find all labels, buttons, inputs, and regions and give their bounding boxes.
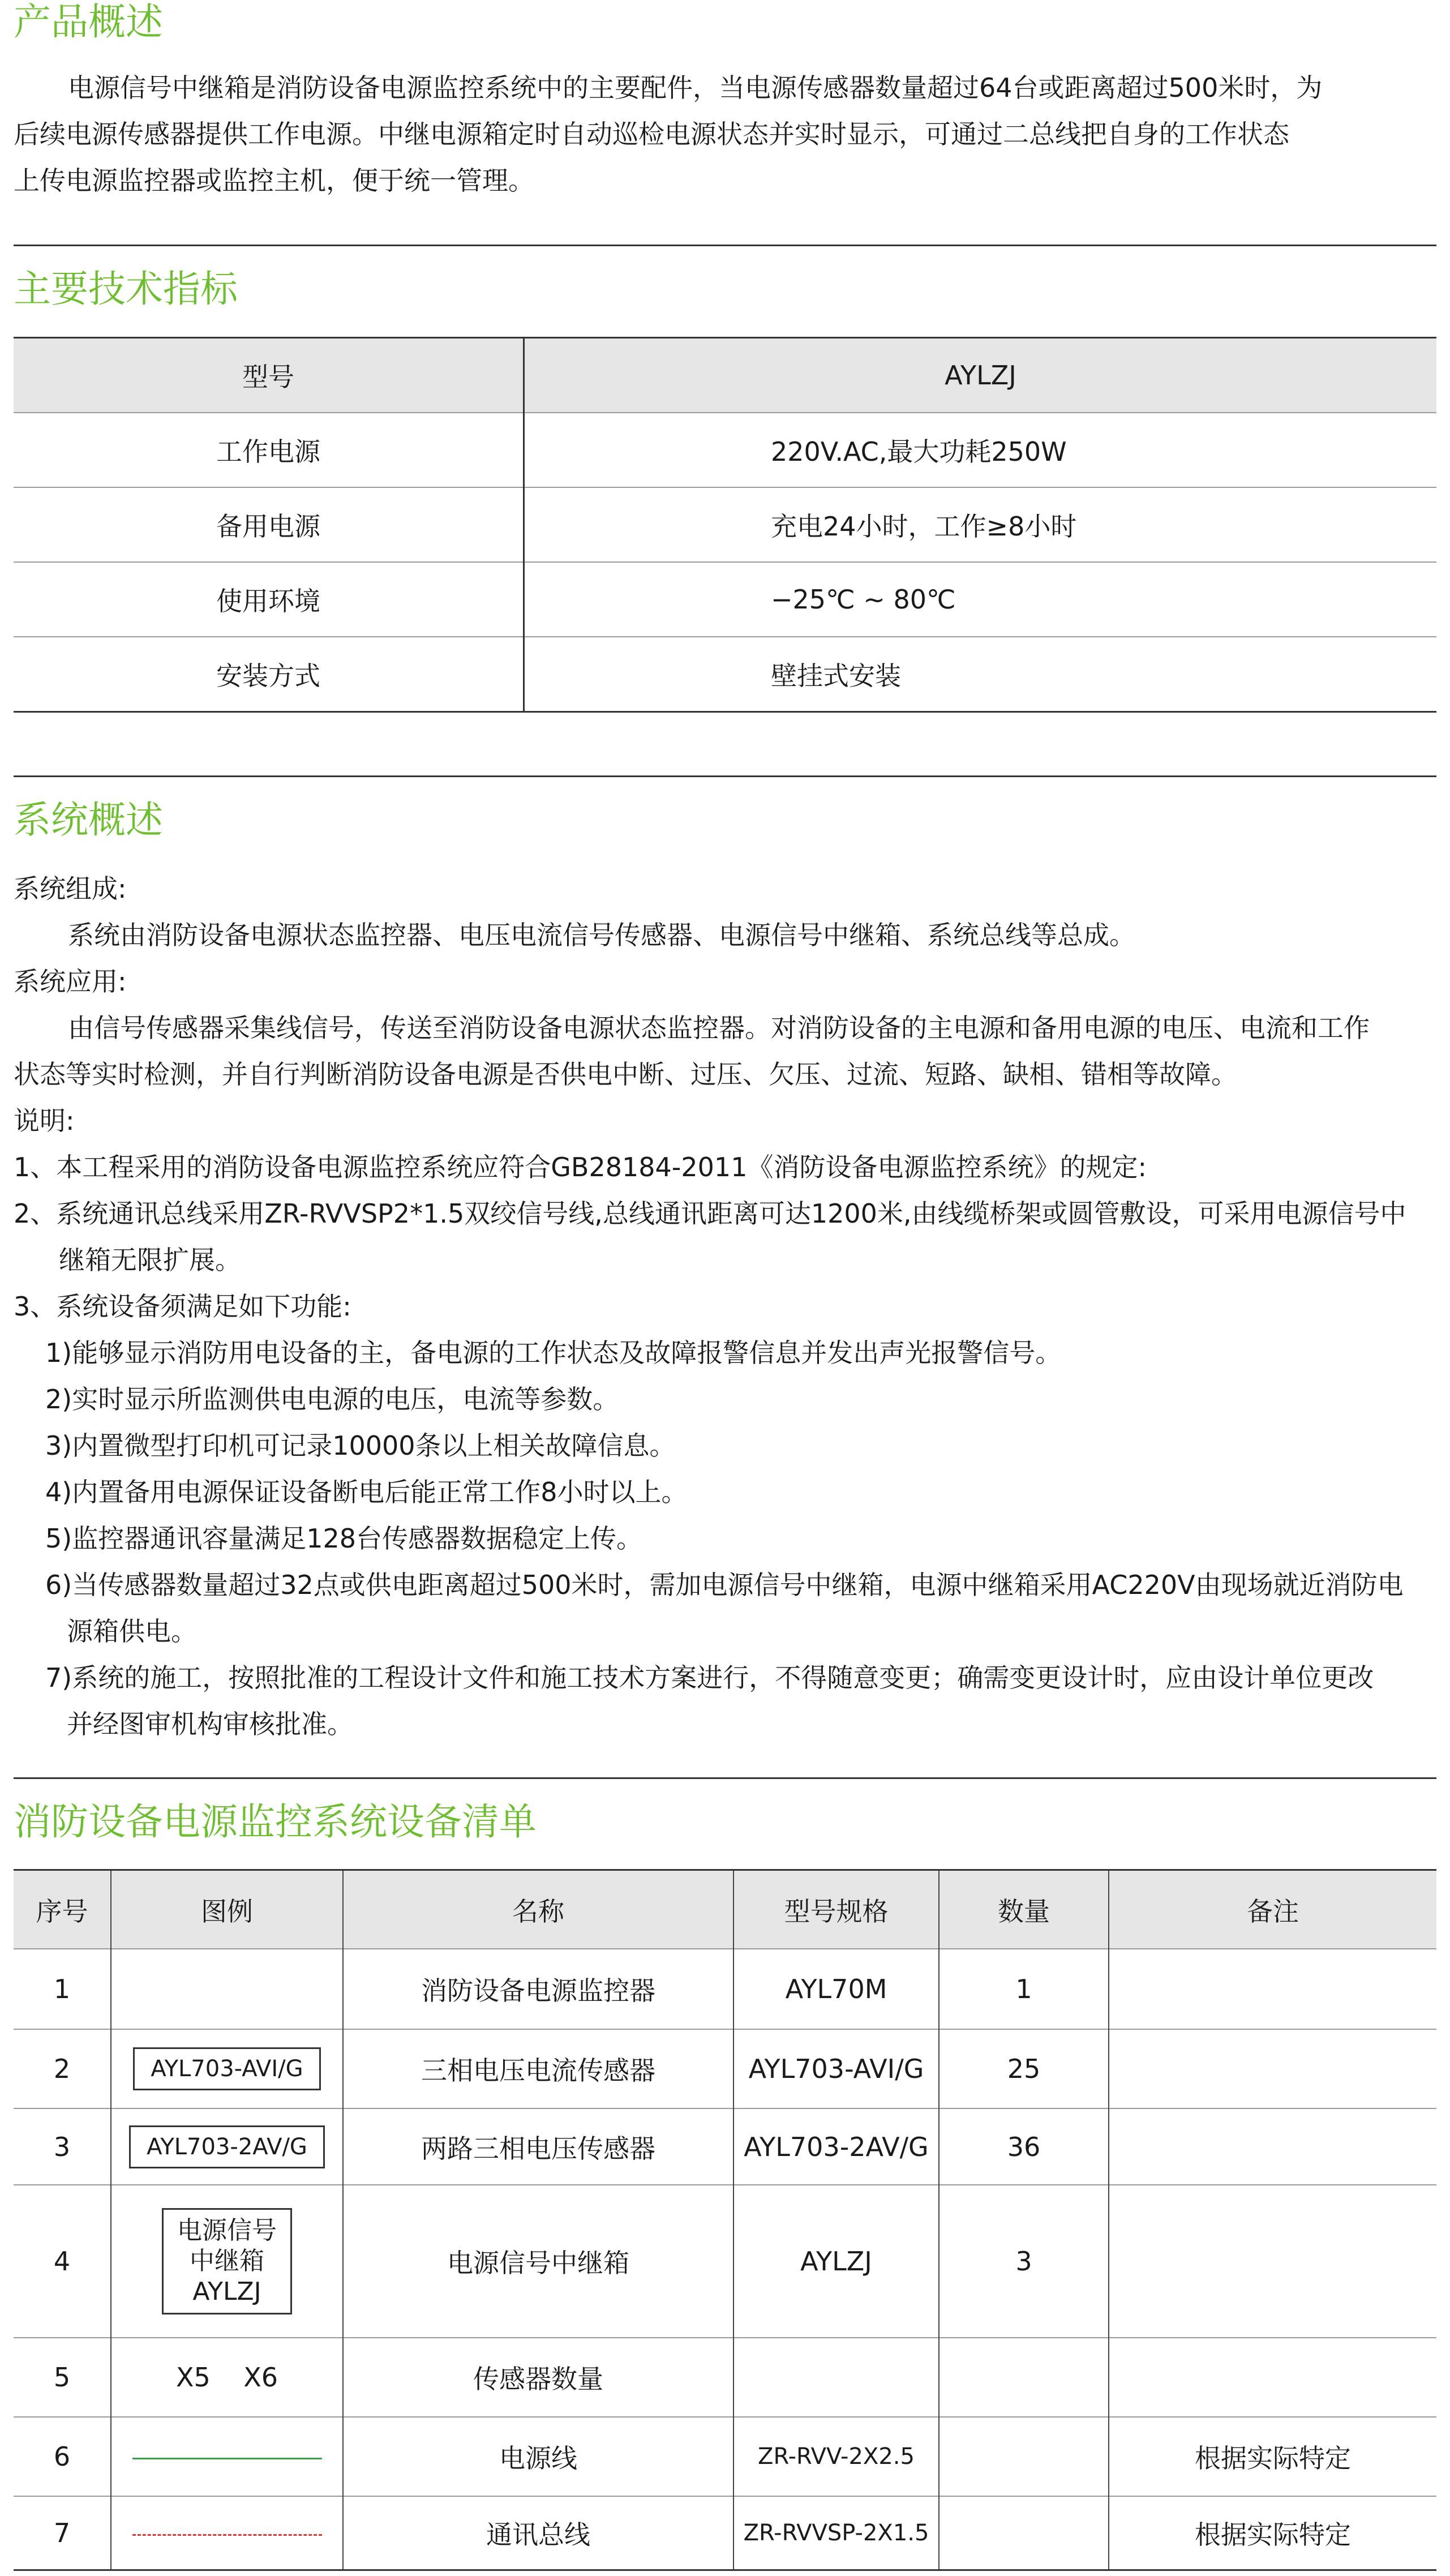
- notes-label: 说明:: [14, 1105, 75, 1136]
- row-name: 消防设备电源监控器: [343, 1949, 733, 2029]
- spec-row: [14, 487, 1436, 562]
- row-note: [1109, 2338, 1436, 2417]
- row-note: [1109, 2185, 1436, 2338]
- function-item: 3)内置微型打印机可记录10000条以上相关故障信息。: [45, 1430, 676, 1461]
- row-qty: 25: [939, 2029, 1109, 2108]
- row-model: [733, 2338, 939, 2417]
- table-row: [14, 2496, 1436, 2570]
- function-item: 1)能够显示消防用电设备的主，备电源的工作状态及故障报警信息并发出声光报警信号。: [45, 1338, 1062, 1368]
- function-6-line-2: 源箱供电。: [67, 1616, 197, 1647]
- spec-value: −25℃ ~ 80℃: [524, 562, 1437, 637]
- function-7-line-1: 7)系统的施工，按照批准的工程设计文件和施工技术方案进行，不得随意变更；确需变更设计时，应由设计单位更改: [45, 1662, 1374, 1693]
- overview-line-1: 电源信号中继箱是消防设备电源监控系统中的主要配件，当电源传感器数量超过64台或距离超过500米时，为: [68, 72, 1323, 103]
- divider: [14, 775, 1436, 777]
- table-row: [14, 2029, 1436, 2108]
- row-name: 三相电压电流传感器: [343, 2029, 733, 2108]
- legend-line: 电源信号: [177, 2216, 277, 2245]
- function-6-line-1: 6)当传感器数量超过32点或供电距离超过500米时，需加电源信号中继箱，电源中继箱采用AC220V由现场就近消防电: [45, 1570, 1404, 1600]
- function-item: 4)内置备用电源保证设备断电后能正常工作8小时以上。: [45, 1477, 688, 1507]
- row-note: [1109, 2108, 1436, 2185]
- row-name: 通讯总线: [343, 2496, 733, 2570]
- row-model: ZR-RVV-2X2.5: [733, 2417, 939, 2496]
- row-no: 7: [14, 2496, 111, 2570]
- function-item: 5)监控器通讯容量满足128台传感器数据稳定上传。: [45, 1523, 643, 1554]
- row-no: 1: [14, 1949, 111, 2029]
- divider: [14, 245, 1436, 246]
- table-row: [14, 2108, 1436, 2185]
- col-header-note: 备注: [1109, 1870, 1436, 1949]
- row-legend: [111, 2496, 343, 2570]
- row-legend: [111, 2029, 343, 2108]
- row-legend: [111, 2417, 343, 2496]
- row-qty: 3: [939, 2185, 1109, 2338]
- row-qty: [939, 2338, 1109, 2417]
- row-legend: [111, 2338, 343, 2417]
- power-line-legend: [132, 2458, 322, 2459]
- row-note: [1109, 2029, 1436, 2108]
- equipment-header-row: [14, 1870, 1436, 1949]
- row-no: 3: [14, 2108, 111, 2185]
- row-note: 根据实际特定: [1109, 2417, 1436, 2496]
- row-legend: [111, 2185, 343, 2338]
- spec-value: 充电24小时，工作≥8小时: [524, 487, 1437, 562]
- application-label: 系统应用:: [14, 966, 127, 997]
- bus-line-legend: [132, 2534, 322, 2536]
- row-no: 2: [14, 2029, 111, 2108]
- application-line-2: 状态等实时检测，并自行判断消防设备电源是否供电中断、过压、欠压、过流、短路、缺相、错相等故障。: [14, 1059, 1237, 1090]
- row-note: 根据实际特定: [1109, 2496, 1436, 2570]
- note-1: 1、本工程采用的消防设备电源监控系统应符合GB28184-2011《消防设备电源监控系统》的规定:: [14, 1152, 1147, 1182]
- row-legend: [111, 1949, 343, 2029]
- col-header-no: 序号: [14, 1870, 111, 1949]
- row-qty: [939, 2417, 1109, 2496]
- spec-header-row: [14, 338, 1436, 413]
- row-model: AYL703-AVI/G: [733, 2029, 939, 2108]
- spec-value: 220V.AC,最大功耗250W: [524, 413, 1437, 487]
- composition-text: 系统由消防设备电源状态监控器、电压电流信号传感器、电源信号中继箱、系统总线等总成。: [68, 920, 1135, 950]
- system-title: 系统概述: [14, 798, 163, 842]
- spec-label: 使用环境: [14, 562, 524, 637]
- function-item: 2)实时显示所监测供电电源的电压，电流等参数。: [45, 1384, 619, 1415]
- spec-label: 安装方式: [14, 637, 524, 712]
- col-header-qty: 数量: [939, 1870, 1109, 1949]
- row-name: 传感器数量: [343, 2338, 733, 2417]
- row-no: 6: [14, 2417, 111, 2496]
- spec-table: [14, 337, 1436, 713]
- row-qty: 36: [939, 2108, 1109, 2185]
- legend-line: AYLZJ: [192, 2277, 261, 2306]
- function-7-line-2: 并经图审机构审核批准。: [67, 1709, 353, 1739]
- table-row: [14, 2417, 1436, 2496]
- row-qty: [939, 2496, 1109, 2570]
- col-header-name: 名称: [343, 1870, 733, 1949]
- spec-row: [14, 637, 1436, 712]
- legend-x6: X6: [243, 2362, 278, 2393]
- note-2-line-2: 继箱无限扩展。: [59, 1245, 241, 1275]
- divider: [14, 1777, 1436, 1779]
- application-line-1: 由信号传感器采集线信号，传送至消防设备电源状态监控器。对消防设备的主电源和备用电源的电压、电流和工作: [68, 1013, 1370, 1043]
- legend-x5: X5: [175, 2362, 211, 2393]
- row-qty: 1: [939, 1949, 1109, 2029]
- note-2-line-1: 2、系统通讯总线采用ZR-RVVSP2*1.5双绞信号线,总线通讯距离可达1200米,由线缆桥架或圆管敷设，可采用电源信号中: [14, 1198, 1406, 1229]
- specs-title: 主要技术指标: [14, 267, 238, 311]
- row-name: 两路三相电压传感器: [343, 2108, 733, 2185]
- row-model: AYL70M: [733, 1949, 939, 2029]
- col-header-model: 型号规格: [733, 1870, 939, 1949]
- equipment-table: [14, 1869, 1436, 2571]
- overview-title: 产品概述: [14, 0, 163, 44]
- overview-line-3: 上传电源监控器或监控主机，便于统一管理。: [14, 165, 534, 196]
- row-name: 电源线: [343, 2417, 733, 2496]
- table-row: [14, 2338, 1436, 2417]
- row-legend: [111, 2108, 343, 2185]
- sensor-legend-box: AYL703-AVI/G: [133, 2047, 320, 2090]
- spec-label: 备用电源: [14, 487, 524, 562]
- note-3: 3、系统设备须满足如下功能:: [14, 1291, 351, 1322]
- table-row: [14, 1949, 1436, 2029]
- spec-header-label: 型号: [14, 338, 524, 413]
- spec-label: 工作电源: [14, 413, 524, 487]
- row-model: AYL703-2AV/G: [733, 2108, 939, 2185]
- row-model: AYLZJ: [733, 2185, 939, 2338]
- relay-box-legend: [162, 2208, 292, 2314]
- table-row: [14, 2185, 1436, 2338]
- spec-row: [14, 413, 1436, 487]
- row-note: [1109, 1949, 1436, 2029]
- spec-row: [14, 562, 1436, 637]
- equipment-title: 消防设备电源监控系统设备清单: [14, 1800, 537, 1844]
- row-no: 4: [14, 2185, 111, 2338]
- overview-line-2: 后续电源传感器提供工作电源。中继电源箱定时自动巡检电源状态并实时显示，可通过二总线把自身的工作状态: [14, 119, 1289, 149]
- row-model: ZR-RVVSP-2X1.5: [733, 2496, 939, 2570]
- spec-header-value: AYLZJ: [524, 338, 1437, 413]
- legend-line: 中继箱: [190, 2247, 264, 2275]
- col-header-legend: 图例: [111, 1870, 343, 1949]
- row-no: 5: [14, 2338, 111, 2417]
- sensor-legend-box: AYL703-2AV/G: [129, 2125, 325, 2168]
- composition-label: 系统组成:: [14, 873, 127, 904]
- row-name: 电源信号中继箱: [343, 2185, 733, 2338]
- spec-value: 壁挂式安装: [524, 637, 1437, 712]
